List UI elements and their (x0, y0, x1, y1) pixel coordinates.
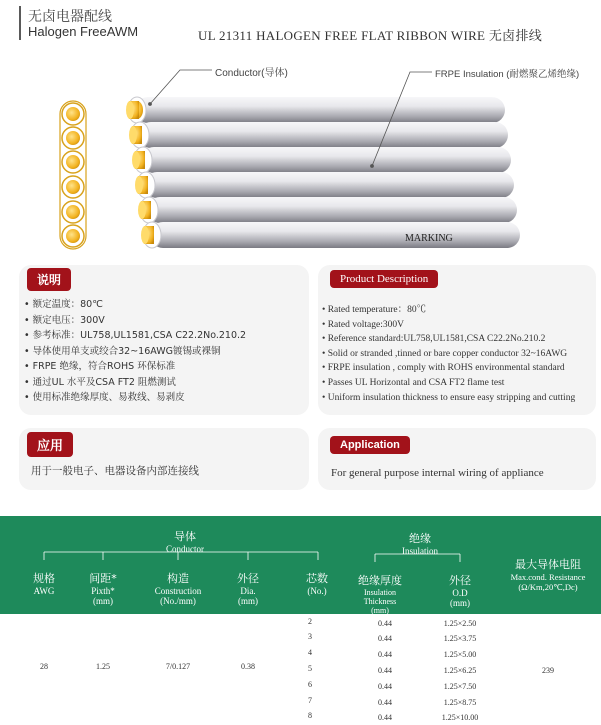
thickness-cell: 0.44 (378, 634, 392, 643)
cores-column-header: 芯数 (No.) (306, 572, 328, 596)
list-item: • Reference standard:UL758,UL1581,CSA C22.2No.210.2 (322, 332, 575, 347)
thickness-cell: 0.44 (378, 650, 392, 659)
conductor-group-header: 导体 Conductor (166, 530, 204, 554)
resistance-column-header: 最大导体电阻 Max.cond. Resistance (Ω/Km,20℃,Dc) (510, 558, 586, 592)
od-cell: 1.25×2.50 (443, 619, 477, 628)
cn-application-text: 用于一般电子、电器设备内部连接线 (31, 465, 199, 477)
page-header (0, 0, 601, 46)
awg-column-header: 规格 AWG (33, 572, 55, 596)
insulation-callout: FRPE Insulation (耐燃聚乙烯绝缘) (435, 69, 580, 80)
od-cell: 1.25×3.75 (443, 634, 477, 643)
list-item: • FRPE insulation , comply with ROHS environmental standard (322, 361, 575, 376)
od-cell: 1.25×10.00 (441, 713, 479, 722)
cable-illustration (0, 48, 601, 258)
cores-cell: 5 (308, 664, 312, 673)
list-item: • Rated voltage:300V (322, 318, 575, 333)
list-item: • Uniform insulation thickness to ensure easy stripping and cutting (322, 391, 575, 406)
pitch-column-header: 间距* Pixth* (mm) (89, 572, 117, 606)
dia-column-header: 外径 Dia. (mm) (237, 572, 259, 606)
cn-feature-list (24, 297, 246, 406)
cross-section (60, 101, 86, 249)
thickness-cell: 0.44 (378, 619, 392, 628)
cable-wires (126, 97, 520, 248)
construction-value: 7/0.127 (165, 662, 191, 671)
list-item: • 使用标准绝缘厚度、易救线、易剥皮 (24, 390, 246, 406)
resistance-value: 239 (542, 666, 554, 675)
en-application-title: Application (330, 436, 410, 454)
list-item: • Solid or stranded ,tinned or bare copper conductor 32~16AWG (322, 347, 575, 362)
cores-cell: 7 (308, 696, 312, 705)
od-cell: 1.25×7.50 (443, 682, 477, 691)
cores-cell: 6 (308, 680, 312, 689)
list-item: • Rated temperature：80℃ (322, 303, 575, 318)
cores-cell: 4 (308, 648, 312, 657)
list-item: • 额定电压：300V (24, 313, 246, 329)
thickness-column-header: 绝缘厚度 Insulation Thickness (mm) (358, 574, 402, 615)
marking-label: MARKING (405, 233, 453, 244)
thickness-cell: 0.44 (378, 666, 392, 675)
en-description-title: Product Description (330, 270, 438, 288)
awg-value: 28 (40, 662, 48, 671)
list-item: • 额定温度：80℃ (24, 297, 246, 313)
thickness-cell: 0.44 (378, 713, 392, 722)
cores-cell: 2 (308, 617, 312, 626)
thickness-cell: 0.44 (378, 698, 392, 707)
en-application-text: For general purpose internal wiring of appliance (331, 467, 544, 479)
title-en: Halogen FreeAWM (28, 24, 139, 39)
insulation-group-header: 绝缘 Insulation (402, 532, 438, 556)
list-item: • 导体使用单支或绞合32~16AWG镀锡或裸铜 (24, 344, 246, 360)
title-cn: 无卤电器配线 (28, 9, 112, 25)
pitch-value: 1.25 (96, 662, 110, 671)
cores-cell: 8 (308, 711, 312, 720)
list-item: • Passes UL Horizontal and CSA FT2 flame test (322, 376, 575, 391)
en-feature-list (322, 303, 575, 405)
standard-title: UL 21311 HALOGEN FREE FLAT RIBBON WIRE 无卤排线 (198, 28, 543, 43)
conductor-callout: Conductor(导体) (215, 68, 288, 79)
thickness-cell: 0.44 (378, 682, 392, 691)
header-divider (19, 6, 21, 40)
list-item: • 参考标准：UL758,UL1581,CSA C22.2No.210.2 (24, 328, 246, 344)
od-cell: 1.25×6.25 (443, 666, 477, 675)
od-column-header: 外径 O.D (mm) (449, 574, 471, 608)
list-item: • FRPE 绝缘，符合ROHS 环保标准 (24, 359, 246, 375)
dia-value: 0.38 (241, 662, 255, 671)
od-cell: 1.25×5.00 (443, 650, 477, 659)
od-cell: 1.25×8.75 (443, 698, 477, 707)
construction-column-header: 构造 Construction (No./mm) (154, 572, 202, 606)
cores-cell: 3 (308, 632, 312, 641)
cn-description-title: 说明 (27, 268, 71, 291)
list-item: • 通过UL 水平及CSA FT2 阻燃测试 (24, 375, 246, 391)
spec-table-header (0, 516, 601, 614)
cn-application-title: 应用 (27, 432, 73, 457)
